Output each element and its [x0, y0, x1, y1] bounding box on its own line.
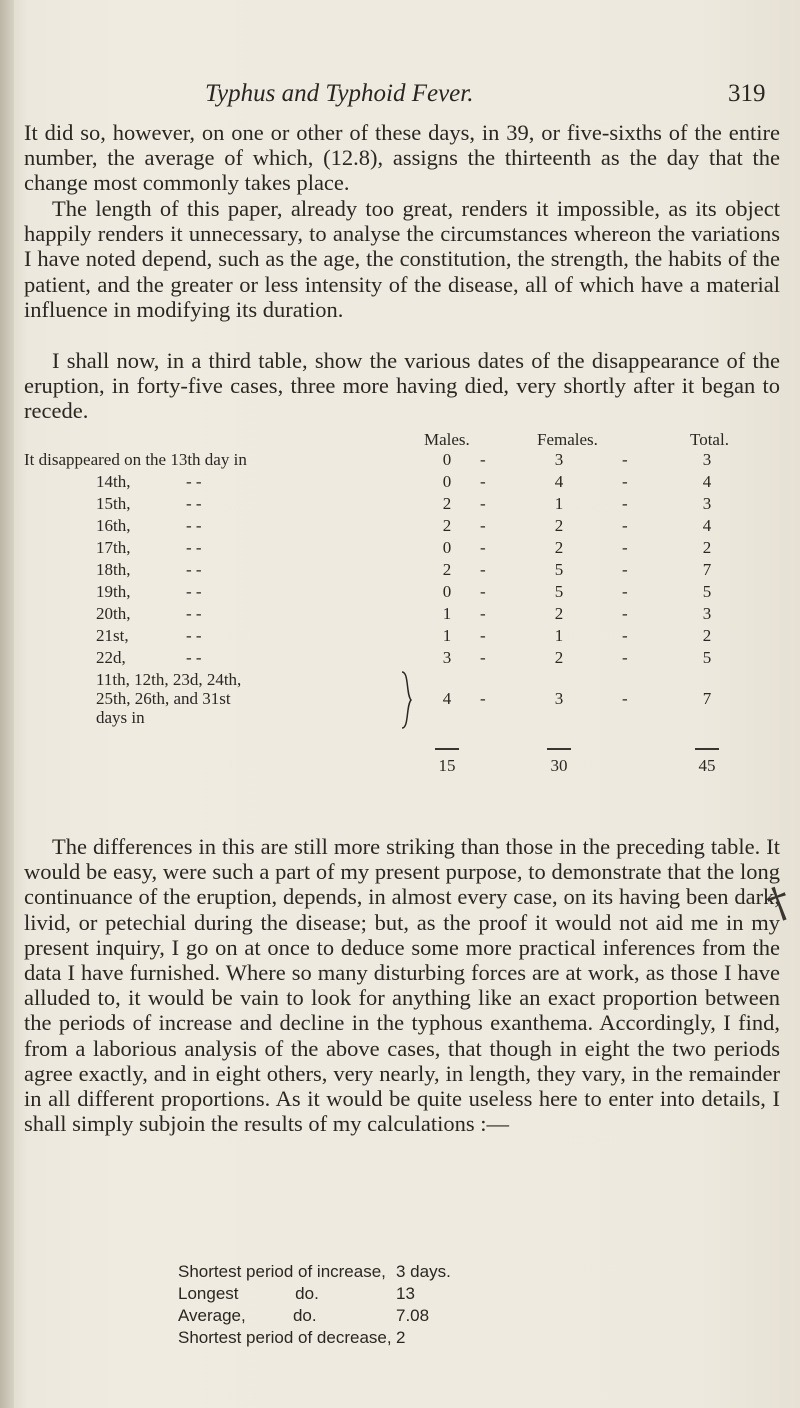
males-value: 1: [442, 626, 452, 645]
paragraph-1: It did so, however, on one or other of these days, in 39, or five-sixths of the entire number, the average of which, (12.8), assigns the thirteenth as the day that the change most commonly takes place.: [24, 120, 780, 196]
total-value: 4: [702, 472, 712, 491]
leader-dashes: - -: [186, 582, 202, 601]
leader-dashes: - -: [186, 626, 202, 645]
brace-icon: [400, 670, 414, 730]
total-value: 7: [702, 560, 712, 579]
table-row: 14th, - - 0 - 4 - 4: [0, 472, 800, 494]
males-value: 2: [442, 494, 452, 513]
leader-dashes: - -: [186, 472, 202, 491]
leader-dashes: - -: [186, 494, 202, 513]
females-value: 1: [554, 626, 564, 645]
males-value: 2: [442, 516, 452, 535]
table-row: 16th, - - 2 - 2 - 4: [0, 516, 800, 538]
females-value: 5: [554, 560, 564, 579]
males-value: 3: [442, 648, 452, 667]
calculation-label: Average, do.: [178, 1306, 317, 1325]
leader-dashes: - -: [186, 648, 202, 667]
females-value: 2: [554, 516, 564, 535]
table-row: 22d, - - 3 - 2 - 5: [0, 648, 800, 670]
females-value: 2: [554, 604, 564, 623]
calculation-label: Longest do.: [178, 1284, 319, 1303]
total-value: 4: [702, 516, 712, 535]
calculation-value: 3 days.: [396, 1262, 451, 1281]
page-number: 319: [728, 80, 766, 107]
table-row: 19th, - - 0 - 5 - 5: [0, 582, 800, 604]
total-value: 2: [702, 626, 712, 645]
females-value: 1: [554, 494, 564, 513]
total-value: 3: [702, 494, 712, 513]
leader-dashes: - -: [186, 604, 202, 623]
table-row: 15th, - - 2 - 1 - 3: [0, 494, 800, 516]
calculation-value: 13: [396, 1284, 415, 1303]
females-value: 3: [554, 450, 564, 469]
calculation-value: 7.08: [396, 1306, 430, 1325]
table-row: 21st, - - 1 - 1 - 2: [0, 626, 800, 648]
table-row: 18th, - - 2 - 5 - 7: [0, 560, 800, 582]
margin-mark: †: [760, 875, 797, 930]
day-label: 21st,: [96, 626, 129, 645]
females-value: 3: [554, 689, 564, 708]
paragraph-4: The differences in this are still more striking than those in the preceding table. It would be easy, were such a part of my present purpose, to demonstrate that the long continuance of the eruption, depends, in almost every case, on its having been dark, livid, or petechial during the disease; but, as the proof it would not aid me in my present inquiry, I go on at once to deduce some more practical inferences from the data I have furnished. Where so many disturbing forces are at work, as those I have alluded to, it would be vain to look for anything like an exact proportion between the periods of increase and decline in the typhous exanthema. Accordingly, I find, from a laborious analysis of the above cases, that though in eight the two periods agree exactly, and in eight others, very nearly, in length, they vary, in the remainder in all different proportions. As it would be quite useless here to enter into details, I shall simply subjoin the results of my calculations :—: [24, 834, 780, 1137]
day-label: 17th,: [96, 538, 131, 557]
females-value: 5: [554, 582, 564, 601]
females-value: 2: [554, 648, 564, 667]
paragraph-2: The length of this paper, already too great, renders it impossible, as its object happily renders it unnecessary, to analyse the circumstances whereon the variations I have noted depend, such as the age, the constitution, the strength, the habits of the patient, and the greater or less intensity of the disease, all of which have a material influence in modifying its duration.: [24, 196, 780, 322]
header-males: Males.: [424, 430, 470, 449]
males-value: 1: [442, 604, 452, 623]
males-value: 2: [442, 560, 452, 579]
page-header: [0, 80, 800, 114]
females-total: 30: [550, 756, 568, 775]
day-label: 18th,: [96, 560, 131, 579]
males-value: 0: [442, 582, 452, 601]
table-row: 20th, - - 1 - 2 - 3: [0, 604, 800, 626]
grouped-days-label: 11th, 12th, 23d, 24th, 25th, 26th, and 31st days in: [96, 670, 242, 727]
day-label: 19th,: [96, 582, 131, 601]
day-label: 15th,: [96, 494, 131, 513]
total-value: 5: [702, 582, 712, 601]
males-value: 0: [442, 538, 452, 557]
day-label: 20th,: [96, 604, 131, 623]
males-value: 0: [442, 450, 452, 469]
paragraph-3: I shall now, in a third table, show the various dates of the disappearance of the eruption, in forty-five cases, three more having died, very shortly after it began to recede.: [24, 348, 780, 424]
males-value: 4: [442, 689, 452, 708]
total-value: 2: [702, 538, 712, 557]
row-label: It disappeared on the 13th day in: [24, 450, 247, 469]
leader-dashes: - -: [186, 538, 202, 557]
leader-dashes: - -: [186, 516, 202, 535]
grand-total: 45: [698, 756, 716, 775]
females-value: 4: [554, 472, 564, 491]
sum-rule: [547, 748, 571, 750]
table-row-grouped: 11th, 12th, 23d, 24th, 25th, 26th, and 31st days in 4 - 3 - 7: [0, 670, 800, 734]
table-row: It disappeared on the 13th day in 0 - 3 - 3: [0, 450, 800, 472]
calculation-label: Shortest period of decrease,: [178, 1328, 392, 1347]
females-value: 2: [554, 538, 564, 557]
males-total: 15: [438, 756, 456, 775]
header-females: Females.: [537, 430, 598, 449]
header-total: Total.: [690, 430, 729, 449]
total-value: 7: [702, 689, 712, 708]
sum-rule: [695, 748, 719, 750]
males-value: 0: [442, 472, 452, 491]
total-value: 3: [702, 450, 712, 469]
day-label: 22d,: [96, 648, 126, 667]
running-title: Typhus and Typhoid Fever.: [205, 80, 474, 107]
leader-dashes: - -: [186, 560, 202, 579]
day-label: 16th,: [96, 516, 131, 535]
total-value: 3: [702, 604, 712, 623]
calculation-label: Shortest period of increase,: [178, 1262, 386, 1281]
sum-rule: [435, 748, 459, 750]
calculation-value: 2: [396, 1328, 406, 1347]
table-row: 17th, - - 0 - 2 - 2: [0, 538, 800, 560]
day-label: 14th,: [96, 472, 131, 491]
total-value: 5: [702, 648, 712, 667]
